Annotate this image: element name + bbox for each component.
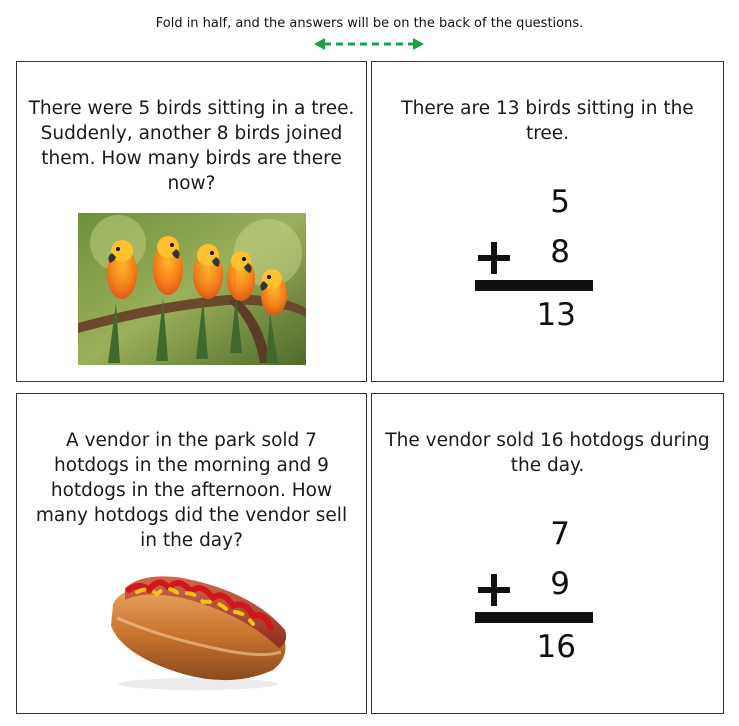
sum-line	[475, 280, 593, 291]
answer-card-hotdogs	[371, 393, 724, 714]
addend-bottom: 8	[550, 234, 570, 270]
fold-instruction: Fold in half, and the answers will be on the back of the questions.	[155, 16, 584, 31]
addend-bottom: 9	[550, 566, 570, 602]
plus-sign-icon	[478, 242, 510, 274]
question-card-hotdogs	[16, 393, 367, 714]
double-arrow-icon	[314, 37, 424, 51]
question-text: A vendor in the park sold 7 hotdogs in the morning and 9 hotdogs in the afternoon. How many hotdogs did the vendor sell in the day?	[35, 430, 348, 551]
answer-text: There are 13 birds sitting in the tree.	[401, 98, 694, 144]
addend-top: 5	[550, 184, 570, 220]
sum-line	[475, 612, 593, 623]
question-card-birds	[16, 61, 367, 382]
hotdog-image	[103, 564, 293, 692]
parrots-image	[78, 213, 306, 365]
question-text: There were 5 birds sitting in a tree. Suddenly, another 8 birds joined them. How many birds are there now?	[28, 98, 355, 194]
answer-text: The vendor sold 16 hotdogs during the day.	[385, 430, 710, 476]
sum-value: 13	[536, 297, 576, 333]
answer-card-birds	[371, 61, 724, 382]
plus-sign-icon	[478, 574, 510, 606]
addend-top: 7	[550, 516, 570, 552]
sum-value: 16	[536, 629, 576, 665]
